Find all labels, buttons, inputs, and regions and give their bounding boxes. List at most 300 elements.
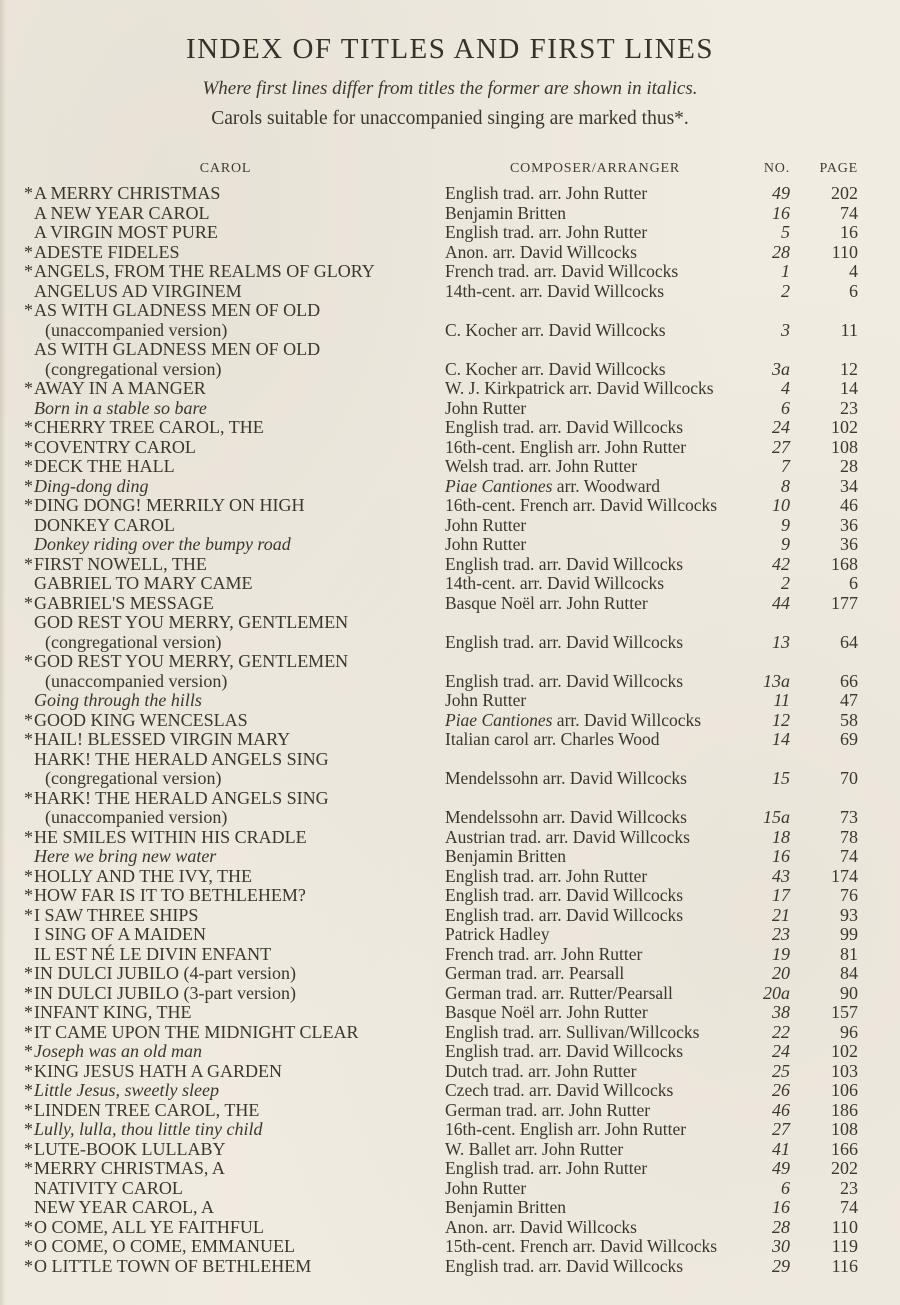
index-row — [24, 886, 858, 906]
index-row — [24, 1159, 858, 1179]
carol-title: FIRST NOWELL, THE — [34, 553, 207, 574]
page-number: 90 — [840, 982, 858, 1003]
carol-number: 21 — [772, 904, 790, 925]
carol-number — [745, 301, 790, 321]
composer-arranger: French trad. arr. David Willcocks — [445, 261, 679, 281]
unaccompanied-star-marker: * — [24, 865, 33, 886]
index-row — [24, 1140, 858, 1160]
index-row — [24, 984, 858, 1004]
page-number: 14 — [840, 378, 858, 398]
page-number: 186 — [831, 1099, 858, 1120]
carol-title: IN DULCI JUBILO (3-part version) — [34, 982, 296, 1003]
carol-title: A VIRGIN MOST PURE — [34, 222, 218, 242]
carol-number: 20a — [763, 982, 790, 1003]
carol-number: 9 — [781, 534, 790, 554]
italics-explanation-note: Where first lines differ from titles the former are shown in italics. — [202, 78, 698, 99]
carol-number: 3a — [772, 358, 790, 379]
carol-number: 15a — [763, 807, 790, 827]
unaccompanied-star-marker: * — [24, 904, 33, 925]
composer-arranger: Basque Noël arr. John Rutter — [445, 1002, 648, 1022]
carol-title: HARK! THE HERALD ANGELS SING — [34, 748, 329, 769]
carol-title: GABRIEL TO MARY CAME — [34, 573, 253, 593]
page-number: 110 — [831, 1216, 858, 1237]
page-number: 108 — [831, 436, 858, 457]
composer-arranger: W. J. Kirkpatrick arr. David Willcocks — [445, 378, 714, 398]
unaccompanied-star-marker: * — [24, 261, 33, 281]
page-number: 166 — [831, 1138, 858, 1159]
carol-title: I SAW THREE SHIPS — [34, 904, 199, 925]
index-row — [24, 730, 858, 750]
composer-arranger — [445, 301, 745, 321]
carol-title: HE SMILES WITHIN HIS CRADLE — [34, 826, 307, 847]
column-headers — [24, 161, 858, 177]
unaccompanied-star-marker — [24, 360, 34, 380]
unaccompanied-star-marker — [24, 691, 34, 711]
carol-number: 8 — [781, 475, 790, 496]
column-header-carol: CAROL — [199, 161, 252, 176]
composer-arranger: Benjamin Britten — [445, 202, 567, 223]
carol-number: 5 — [781, 222, 790, 242]
carol-title: A NEW YEAR CAROL — [34, 202, 210, 223]
carol-title: KING JESUS HATH A GARDEN — [34, 1060, 283, 1081]
page-number — [790, 613, 858, 633]
index-row — [24, 1081, 858, 1101]
page-number: 36 — [840, 534, 858, 554]
composer-arranger: English trad. arr. John Rutter — [445, 865, 648, 886]
carol-number: 22 — [772, 1021, 790, 1042]
page-number: 66 — [840, 670, 858, 691]
composer-arranger: English trad. arr. David Willcocks — [445, 417, 684, 437]
composer-arranger: 16th-cent. English arr. John Rutter — [445, 1119, 687, 1139]
page-number: 23 — [840, 1177, 858, 1198]
carol-title: LUTE-BOOK LULLABY — [34, 1138, 226, 1159]
carol-number: 49 — [772, 1158, 790, 1178]
carol-number: 28 — [772, 241, 790, 262]
carol-title: O LITTLE TOWN OF BETHLEHEM — [34, 1255, 312, 1276]
page-number: 70 — [840, 768, 858, 788]
index-row — [24, 847, 858, 867]
unaccompanied-star-marker: * — [24, 729, 33, 749]
unaccompanied-star-marker — [24, 223, 34, 243]
asterisk-explanation-note: Carols suitable for unaccompanied singing are marked thus*. — [211, 108, 689, 129]
composer-arranger — [445, 340, 745, 360]
carol-title: IN DULCI JUBILO (4-part version) — [34, 963, 296, 983]
composer-arranger: English trad. arr. David Willcocks — [445, 885, 684, 905]
carol-title: CHERRY TREE CAROL, THE — [34, 417, 264, 437]
page-number: 84 — [840, 963, 858, 983]
carol-title: O COME, ALL YE FAITHFUL — [34, 1216, 264, 1237]
carol-number — [745, 340, 790, 360]
column-header-page: PAGE — [819, 161, 858, 176]
page-number: 177 — [831, 592, 858, 613]
unaccompanied-star-marker — [24, 204, 34, 224]
carol-title: HOLLY AND THE IVY, THE — [34, 865, 253, 886]
unaccompanied-star-marker: * — [24, 1021, 33, 1042]
carol-number: 43 — [772, 865, 790, 886]
index-row — [24, 301, 858, 321]
page-number: 16 — [840, 222, 858, 242]
index-row — [24, 672, 858, 692]
unaccompanied-star-marker — [24, 282, 34, 302]
index-row — [24, 1237, 858, 1257]
index-row — [24, 262, 858, 282]
unaccompanied-star-marker — [24, 574, 34, 594]
composer-arranger: 14th-cent. arr. David Willcocks — [445, 573, 665, 593]
composer-arranger: German trad. arr. Pearsall — [445, 963, 625, 983]
carol-title: ANGELS, FROM THE REALMS OF GLORY — [34, 261, 375, 281]
carol-title: AWAY IN A MANGER — [34, 378, 206, 398]
unaccompanied-star-marker — [24, 750, 34, 770]
page-number: 4 — [849, 261, 858, 281]
carol-title: Donkey riding over the bumpy road — [34, 534, 291, 554]
carol-title: GOD REST YOU MERRY, GENTLEMEN — [34, 612, 349, 632]
page-number: 99 — [840, 924, 858, 944]
page-number: 12 — [840, 358, 858, 379]
index-row — [24, 184, 858, 204]
composer-arranger: Italian carol arr. Charles Wood — [445, 729, 660, 749]
index-row — [24, 477, 858, 497]
carol-number — [745, 613, 790, 633]
index-row — [24, 457, 858, 477]
index-row — [24, 321, 858, 341]
composer-arranger: Anon. arr. David Willcocks — [445, 1216, 637, 1237]
unaccompanied-star-marker: * — [24, 436, 33, 457]
composer-arranger: Piae Cantiones arr. Woodward — [445, 475, 661, 496]
index-row — [24, 1023, 858, 1043]
index-row — [24, 516, 858, 536]
carol-number: 17 — [772, 885, 790, 905]
page-number: 73 — [840, 807, 858, 827]
carol-title: GOD REST YOU MERRY, GENTLEMEN — [34, 651, 349, 671]
page-number: 202 — [831, 1158, 858, 1178]
composer-arranger: W. Ballet arr. John Rutter — [445, 1138, 624, 1159]
carol-title: Going through the hills — [34, 690, 202, 710]
composer-arranger: English trad. arr. David Willcocks — [445, 631, 684, 652]
carol-number: 44 — [772, 592, 790, 613]
composer-arranger: English trad. arr. David Willcocks — [445, 1041, 684, 1061]
carol-number: 38 — [772, 1002, 790, 1022]
index-row — [24, 418, 858, 438]
index-row — [24, 1120, 858, 1140]
carol-version-label: (congregational version) — [45, 631, 222, 652]
page-number: 47 — [840, 690, 858, 710]
carol-number: 27 — [772, 1119, 790, 1139]
composer-arranger: Czech trad. arr. David Willcocks — [445, 1080, 674, 1100]
carol-title: IT CAME UPON THE MIDNIGHT CLEAR — [34, 1021, 359, 1042]
carol-number: 11 — [773, 690, 790, 710]
composer-arranger: Benjamin Britten — [445, 1197, 567, 1217]
index-row — [24, 1179, 858, 1199]
index-row — [24, 652, 858, 672]
index-row — [24, 574, 858, 594]
carol-version-label: (unaccompanied version) — [45, 670, 228, 691]
composer-arranger: German trad. arr. Rutter/Pearsall — [445, 982, 673, 1003]
carol-number: 16 — [772, 1197, 790, 1217]
carol-number: 42 — [772, 553, 790, 574]
unaccompanied-star-marker: * — [24, 709, 33, 730]
index-row — [24, 496, 858, 516]
unaccompanied-star-marker: * — [24, 787, 33, 808]
carol-title: MERRY CHRISTMAS, A — [34, 1158, 225, 1178]
carol-title: INFANT KING, THE — [34, 1002, 192, 1022]
index-row — [24, 1218, 858, 1238]
carol-number: 7 — [781, 456, 790, 476]
carol-title: GABRIEL'S MESSAGE — [34, 592, 214, 613]
page-number — [790, 750, 858, 770]
unaccompanied-star-marker — [24, 399, 34, 419]
page-number: 103 — [831, 1060, 858, 1081]
composer-arranger: Piae Cantiones arr. David Willcocks — [445, 709, 702, 730]
unaccompanied-star-marker: * — [24, 456, 33, 476]
unaccompanied-star-marker: * — [24, 1119, 33, 1139]
index-row — [24, 691, 858, 711]
carol-title: HOW FAR IS IT TO BETHLEHEM? — [34, 885, 306, 905]
carol-number: 27 — [772, 436, 790, 457]
index-row — [24, 1257, 858, 1277]
page-number: 102 — [831, 417, 858, 437]
composer-arranger: Basque Noël arr. John Rutter — [445, 592, 648, 613]
carol-number: 16 — [772, 846, 790, 866]
carol-title: O COME, O COME, EMMANUEL — [34, 1236, 295, 1256]
page-number: 69 — [840, 729, 858, 749]
index-row — [24, 555, 858, 575]
unaccompanied-star-marker — [24, 633, 34, 653]
carol-title: NEW YEAR CAROL, A — [34, 1197, 214, 1217]
index-row — [24, 399, 858, 419]
index-row — [24, 945, 858, 965]
index-row — [24, 594, 858, 614]
unaccompanied-star-marker — [24, 321, 34, 341]
index-row — [24, 711, 858, 731]
composer-arranger: C. Kocher arr. David Willcocks — [445, 319, 666, 340]
composer-arranger: English trad. arr. John Rutter — [445, 183, 648, 203]
page-title: INDEX OF TITLES AND FIRST LINES — [186, 33, 714, 65]
page-number: 81 — [840, 943, 858, 964]
page-number: 174 — [831, 865, 858, 886]
index-row — [24, 243, 858, 263]
carol-number: 1 — [781, 261, 790, 281]
carol-number: 6 — [781, 1177, 790, 1198]
composer-arranger: 15th-cent. French arr. David Willcocks — [445, 1236, 718, 1256]
carol-title: Lully, lulla, thou little tiny child — [34, 1119, 263, 1139]
page-number: 78 — [840, 826, 858, 847]
page-number — [790, 340, 858, 360]
column-header-no: NO. — [763, 161, 790, 176]
composer-arranger — [445, 750, 745, 770]
carol-number: 24 — [772, 1041, 790, 1061]
carol-number: 13 — [772, 631, 790, 652]
index-row — [24, 1198, 858, 1218]
unaccompanied-star-marker — [24, 340, 34, 360]
unaccompanied-star-marker — [24, 808, 34, 828]
page-number: 106 — [831, 1080, 858, 1100]
carol-title: I SING OF A MAIDEN — [34, 924, 207, 944]
carol-number: 6 — [781, 397, 790, 418]
composer-arranger: Dutch trad. arr. John Rutter — [445, 1060, 637, 1081]
unaccompanied-star-marker: * — [24, 982, 33, 1003]
carol-title: AS WITH GLADNESS MEN OF OLD — [34, 339, 321, 359]
page-number: 28 — [840, 456, 858, 476]
page-number: 119 — [831, 1236, 858, 1256]
carol-number: 14 — [772, 729, 790, 749]
carol-number: 25 — [772, 1060, 790, 1081]
carol-title: ADESTE FIDELES — [34, 241, 180, 262]
carol-number — [745, 750, 790, 770]
carol-title: A MERRY CHRISTMAS — [34, 183, 221, 203]
carol-title: Joseph was an old man — [34, 1041, 202, 1061]
page-number: 74 — [840, 1197, 858, 1217]
page-number: 6 — [849, 573, 858, 593]
unaccompanied-star-marker — [24, 925, 34, 945]
page-number: 34 — [840, 475, 858, 496]
carol-number: 20 — [772, 963, 790, 983]
page-number: 64 — [840, 631, 858, 652]
carol-number: 10 — [772, 495, 790, 515]
carol-title: Born in a stable so bare — [34, 397, 207, 418]
composer-arranger: Anon. arr. David Willcocks — [445, 241, 637, 262]
unaccompanied-star-marker: * — [24, 241, 33, 262]
carol-number: 4 — [781, 378, 790, 398]
index-row — [24, 223, 858, 243]
unaccompanied-star-marker: * — [24, 1060, 33, 1081]
page-number: 36 — [840, 514, 858, 535]
unaccompanied-star-marker: * — [24, 1236, 33, 1256]
composer-arranger: English trad. arr. John Rutter — [445, 1158, 648, 1178]
carol-title: Little Jesus, sweetly sleep — [34, 1080, 219, 1100]
page-number: 96 — [840, 1021, 858, 1042]
unaccompanied-star-marker: * — [24, 1080, 33, 1100]
page-number — [790, 301, 858, 321]
unaccompanied-star-marker — [24, 672, 34, 692]
unaccompanied-star-marker — [24, 769, 34, 789]
page-number: 76 — [840, 885, 858, 905]
carol-number: 3 — [781, 319, 790, 340]
carol-title: Here we bring new water — [34, 846, 217, 866]
composer-source-italic: Piae Cantiones — [445, 475, 553, 496]
composer-arranger: Mendelssohn arr. David Willcocks — [445, 807, 687, 827]
carol-title: DECK THE HALL — [34, 456, 175, 476]
carol-number: 13a — [763, 670, 790, 691]
index-row — [24, 808, 858, 828]
carol-title: AS WITH GLADNESS MEN OF OLD — [34, 300, 321, 320]
unaccompanied-star-marker: * — [24, 417, 33, 437]
carol-title: IL EST NÉ LE DIVIN ENFANT — [34, 943, 272, 964]
composer-arranger: French trad. arr. John Rutter — [445, 943, 643, 964]
page-number — [790, 652, 858, 672]
index-row — [24, 379, 858, 399]
carol-title: ANGELUS AD VIRGINEM — [34, 280, 242, 301]
index-row — [24, 828, 858, 848]
index-row — [24, 1003, 858, 1023]
unaccompanied-star-marker: * — [24, 963, 33, 983]
unaccompanied-star-marker: * — [24, 1099, 33, 1120]
index-row — [24, 438, 858, 458]
index-row — [24, 925, 858, 945]
unaccompanied-star-marker: * — [24, 183, 33, 203]
composer-arranger: English trad. arr. David Willcocks — [445, 904, 684, 925]
carol-version-label: (unaccompanied version) — [45, 807, 228, 827]
composer-arranger: C. Kocher arr. David Willcocks — [445, 358, 666, 379]
page-number: 23 — [840, 397, 858, 418]
unaccompanied-star-marker: * — [24, 592, 33, 613]
composer-arranger: Welsh trad. arr. John Rutter — [445, 456, 638, 476]
index-row — [24, 340, 858, 360]
index-row — [24, 906, 858, 926]
composer-arranger: English trad. arr. John Rutter — [445, 222, 648, 242]
carol-number: 23 — [772, 924, 790, 944]
index-row — [24, 867, 858, 887]
index-row — [24, 789, 858, 809]
composer-arranger: English trad. arr. David Willcocks — [445, 670, 684, 691]
unaccompanied-star-marker: * — [24, 1041, 33, 1061]
unaccompanied-star-marker — [24, 613, 34, 633]
composer-arranger: John Rutter — [445, 690, 527, 710]
index-row — [24, 964, 858, 984]
index-row — [24, 535, 858, 555]
composer-arranger: Benjamin Britten — [445, 846, 567, 866]
composer-arranger: English trad. arr. David Willcocks — [445, 1255, 684, 1276]
composer-arranger: 16th-cent. French arr. David Willcocks — [445, 495, 718, 515]
page-number: 202 — [831, 183, 858, 203]
composer-arranger: Mendelssohn arr. David Willcocks — [445, 768, 687, 788]
page-number: 74 — [840, 202, 858, 223]
unaccompanied-star-marker — [24, 535, 34, 555]
carol-title: HARK! THE HERALD ANGELS SING — [34, 787, 329, 808]
composer-source-italic: Piae Cantiones — [445, 709, 553, 730]
index-row — [24, 1042, 858, 1062]
unaccompanied-star-marker: * — [24, 300, 33, 320]
index-row — [24, 360, 858, 380]
composer-arranger: English trad. arr. David Willcocks — [445, 553, 684, 574]
page-number: 110 — [831, 241, 858, 262]
unaccompanied-star-marker: * — [24, 651, 33, 671]
carol-number: 2 — [781, 280, 790, 301]
carol-number: 46 — [772, 1099, 790, 1120]
unaccompanied-star-marker: * — [24, 1216, 33, 1237]
unaccompanied-star-marker: * — [24, 1158, 33, 1178]
page-number — [790, 789, 858, 809]
unaccompanied-star-marker: * — [24, 495, 33, 515]
page-number: 74 — [840, 846, 858, 866]
unaccompanied-star-marker — [24, 1179, 34, 1199]
carol-number: 15 — [772, 768, 790, 788]
carol-number: 49 — [772, 183, 790, 203]
carol-title: GOOD KING WENCESLAS — [34, 709, 248, 730]
carol-title: Ding-dong ding — [34, 475, 149, 496]
column-header-composer: COMPOSER/ARRANGER — [510, 161, 680, 176]
page-number: 168 — [831, 553, 858, 574]
carol-title: DONKEY CAROL — [34, 514, 175, 535]
index-row — [24, 1101, 858, 1121]
page-number: 116 — [831, 1255, 858, 1276]
composer-arranger — [445, 613, 745, 633]
composer-arranger — [445, 789, 745, 809]
index-row — [24, 633, 858, 653]
composer-arranger: 16th-cent. English arr. John Rutter — [445, 436, 687, 457]
page-number: 11 — [840, 319, 858, 340]
carol-title: LINDEN TREE CAROL, THE — [34, 1099, 260, 1120]
unaccompanied-star-marker: * — [24, 475, 33, 496]
carol-version-label: (congregational version) — [45, 358, 222, 379]
carol-number: 28 — [772, 1216, 790, 1237]
composer-arranger: 14th-cent. arr. David Willcocks — [445, 280, 665, 301]
index-row — [24, 1062, 858, 1082]
page-number: 102 — [831, 1041, 858, 1061]
carol-number: 30 — [772, 1236, 790, 1256]
carol-number: 9 — [781, 514, 790, 535]
composer-arranger: Austrian trad. arr. David Willcocks — [445, 826, 690, 847]
index-row — [24, 613, 858, 633]
